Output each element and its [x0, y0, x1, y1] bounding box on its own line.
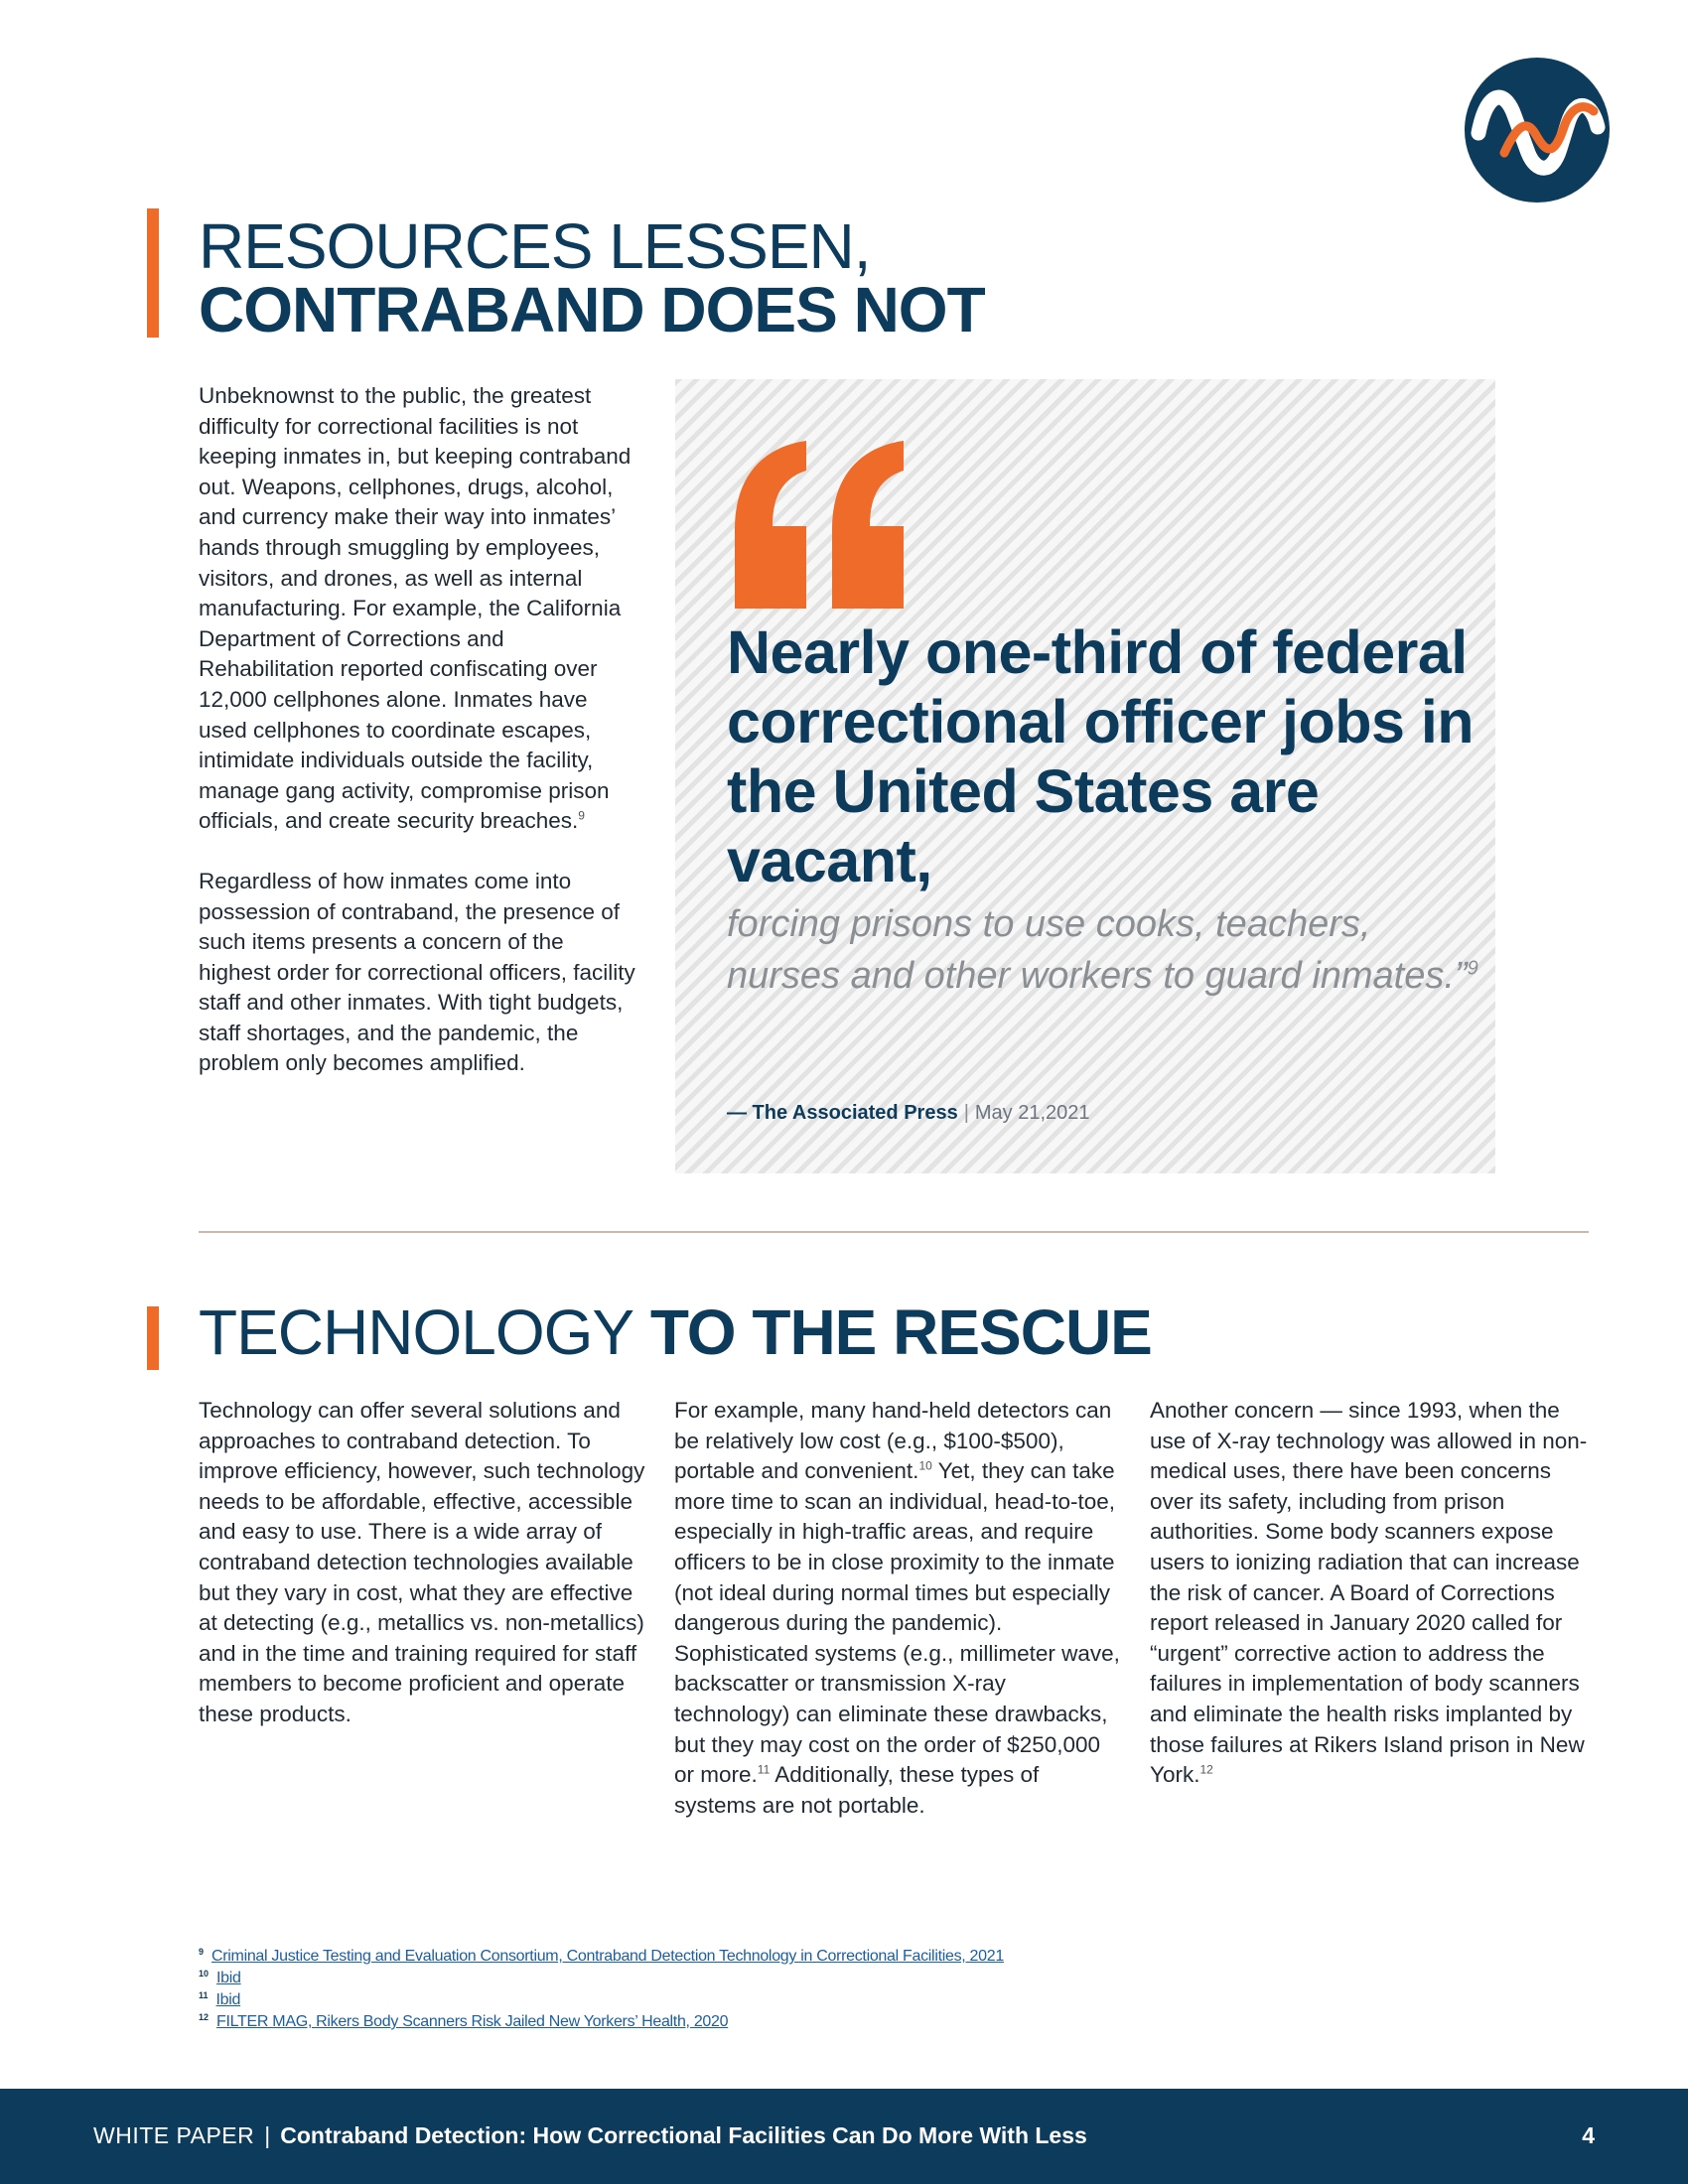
section-title-technology	[199, 1297, 1152, 1368]
footnote-link[interactable]: Ibid	[216, 1970, 241, 1986]
quote-mark-icon	[725, 435, 914, 614]
footnote-link[interactable]: Criminal Justice Testing and Evaluation Consortium, Contraband Detection Technology in Correctional Facilities, 2021	[211, 1948, 1004, 1965]
paragraph: Technology can offer several solutions and approaches to contraband detection. To improve efficiency, however, such technology needs to be affordable, effective, accessible and easy to use. There is a wide array of contraband detection technologies available but they vary in cost, what they are effective at detecting (e.g., metallics vs. non-metallics) and in the time and training required for staff members to become proficient and operate these products.	[199, 1398, 645, 1726]
footnote-ref: 12	[1199, 1762, 1213, 1777]
quote-attribution	[727, 1102, 1090, 1125]
page-footer	[0, 2089, 1688, 2184]
column-1	[199, 1396, 645, 1730]
column-3	[1150, 1396, 1597, 1791]
title-line-1: RESOURCES LESSEN,	[199, 210, 871, 282]
title-light: TECHNOLOGY	[199, 1297, 634, 1368]
footnote-item: $^{12}$ FILTER MAG, Rikers Body Scanners Risk Jailed New Yorkers’ Health, 2020	[199, 2011, 729, 2030]
quote-continuation: forcing prisons to use cooks, teachers, nurses and other workers to guard inmates.”$^9$	[727, 903, 1478, 997]
footnote-item: $^9$ Criminal Justice Testing and Evaluation Consortium, Contraband Detection Technology in Correctional Facilities, 2021	[199, 1946, 1004, 1965]
footnote-item: $^{10}$ Ibid	[199, 1968, 241, 1986]
title-bold: TO THE RESCUE	[649, 1297, 1152, 1368]
paragraph: Regardless of how inmates come into possession of contraband, the presence of such items presents a concern of the highest order for correctional officers, facility staff and other inmates. With tight budgets, staff shortages, and the pandemic, the problem only becomes amplified.	[199, 868, 635, 1076]
section-divider	[199, 1231, 1589, 1233]
quote-date: May 21,2021	[974, 1102, 1090, 1124]
paragraph: Unbeknownst to the public, the greatest difficulty for correctional facilities is not keeping inmates in, but keeping contraband out. Weapons, cellphones, drugs, alcohol, and currency make their way into inmates’ hands through smuggling by employees, visitors, and drones, as well as internal manufacturing. For example, the California Department of Corrections and Rehabilitation reported confiscating over 12,000 cellphones alone. Inmates have used cellphones to coordinate escapes, intimidate individuals outside the facility, manage gang activity, compromise prison officials, and create security breaches.$^9$	[199, 383, 632, 834]
footer-title: Contraband Detection: How Correctional Facilities Can Do More With Less	[280, 2122, 1087, 2148]
separator: |	[264, 2122, 271, 2148]
footnote-item: $^{11}$ Ibid	[199, 1989, 241, 2008]
footnote-ref: 10	[918, 1458, 932, 1473]
separator: |	[963, 1102, 969, 1124]
intro-column	[199, 381, 635, 1079]
title-line-2: CONTRABAND DOES NOT	[199, 274, 985, 345]
footnote-ref: 9	[1467, 957, 1478, 980]
column-2	[674, 1396, 1121, 1821]
footnote-ref: 11	[757, 1762, 771, 1777]
paragraph: For example, many hand-held detectors can be relatively low cost (e.g., $100-$500), portable and convenient.$^{10}$ Yet, they can take more time to scan an individual, head-to-toe, especially in high-traffic areas, and require officers to be in close proximity to the inmate (not ideal during normal times but especially dangerous during the pandemic). Sophisticated systems (e.g., millimeter wave, backscatter or transmission X-ray technology) can eliminate these drawbacks, but they may cost on the order of $250,000 or more.$^{11}$ Additionally, these types of systems are not portable.	[674, 1398, 1120, 1818]
heading-accent-bar	[147, 1306, 159, 1370]
footer-doc-type: WHITE PAPER	[93, 2122, 255, 2148]
paragraph: Another concern — since 1993, when the use of X-ray technology was allowed in non-medical uses, there have been concerns over its safety, including from prison authorities. Some body scanners expose users to ionizing radiation that can increase the risk of cancer. A Board of Corrections report released in January 2020 called for “urgent” corrective action to address the failures in implementation of body scanners and eliminate the health risks implanted by those failures at Rikers Island prison in New York.$^{12}$	[1150, 1398, 1588, 1788]
quote-source: — The Associated Press	[727, 1102, 958, 1124]
heading-accent-bar	[147, 208, 159, 338]
footnotes	[199, 1946, 1004, 2033]
footnote-ref: 9	[578, 808, 585, 823]
company-logo	[1465, 58, 1610, 203]
footnote-link[interactable]: Ibid	[215, 1991, 241, 2008]
section-title-resources	[199, 210, 985, 345]
footnote-link[interactable]: FILTER MAG, Rikers Body Scanners Risk Jailed New Yorkers’ Health, 2020	[216, 2013, 729, 2030]
pull-quote-box	[675, 379, 1495, 1173]
quote-headline: Nearly one-third of federal correctional officer jobs in the United States are vacant,	[727, 618, 1475, 894]
page-number: 4	[1582, 2122, 1595, 2148]
footer-label	[93, 2122, 1087, 2149]
